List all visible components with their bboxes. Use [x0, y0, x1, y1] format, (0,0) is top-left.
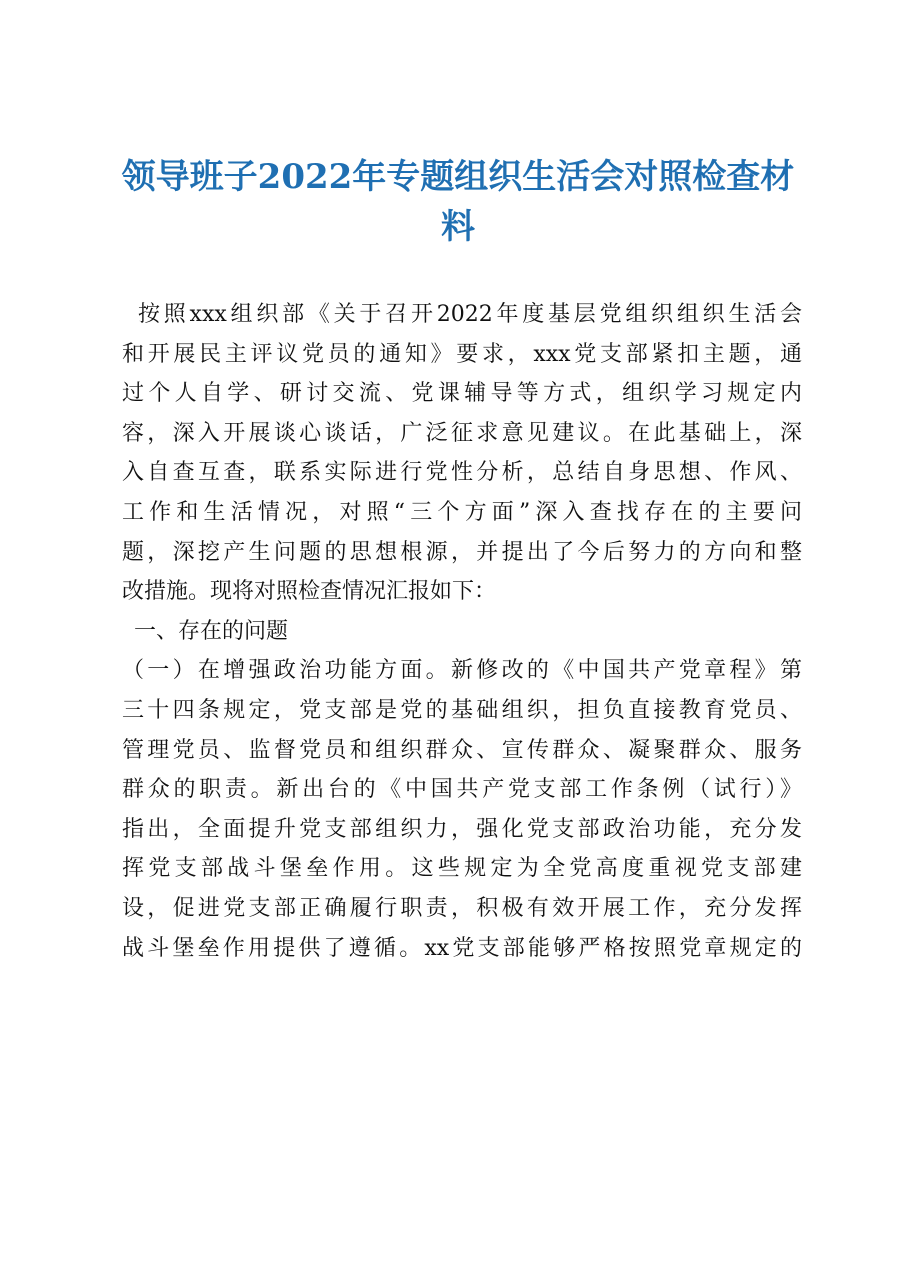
title-line-2: 料: [441, 207, 475, 247]
paragraph-1-line-6: 工作和生活情况，对照“三个方面”深入查找存在的主要问: [122, 499, 802, 525]
paragraph-1-line-1: 按照xxx组织部《关于召开2022年度基层党组织组织生活会: [138, 302, 802, 327]
paragraph-2-line-7: 设，促进党支部正确履行职责，积极有效开展工作，充分发挥: [122, 895, 802, 921]
paragraph-1-line-8: 改措施。现将对照检查情况汇报如下：: [122, 579, 497, 605]
document-body: [122, 295, 802, 968]
paragraph-1-line-3: 过个人自学、研讨交流、党课辅导等方式，组织学习规定内: [122, 381, 802, 407]
paragraph-1-line-7: 题，深挖产生问题的思想根源，并提出了今后努力的方向和整: [122, 539, 802, 565]
document-title: [118, 152, 798, 252]
paragraph-2-line-5: 指出，全面提升党支部组织力，强化党支部政治功能，充分发: [122, 816, 802, 842]
paragraph-2-line-3: 管理党员、监督党员和组织群众、宣传群众、凝聚群众、服务: [122, 737, 802, 763]
paragraph-2-line-6: 挥党支部战斗堡垒作用。这些规定为全党高度重视党支部建: [122, 856, 802, 882]
paragraph-2-line-8: 战斗堡垒作用提供了遵循。xx党支部能够严格按照党章规定的: [122, 935, 802, 961]
paragraph-1-line-4: 容，深入开展谈心谈话，广泛征求意见建议。在此基础上，深: [122, 420, 802, 446]
paragraph-1-line-5: 入自查互查，联系实际进行党性分析，总结自身思想、作风、: [122, 460, 802, 486]
paragraph-2-line-1: （一）在增强政治功能方面。新修改的《中国共产党章程》第: [122, 658, 802, 684]
paragraph-2-line-2: 三十四条规定，党支部是党的基础组织，担负直接教育党员、: [122, 697, 802, 723]
paragraph-2-line-4: 群众的职责。新出台的《中国共产党支部工作条例（试行）》: [122, 777, 802, 803]
paragraph-1-line-2: 和开展民主评议党员的通知》要求，xxx党支部紧扣主题，通: [122, 341, 802, 367]
section-heading: 一、存在的问题: [134, 618, 289, 644]
title-line-1: 领导班子2022年专题组织生活会对照检查材: [121, 157, 795, 197]
